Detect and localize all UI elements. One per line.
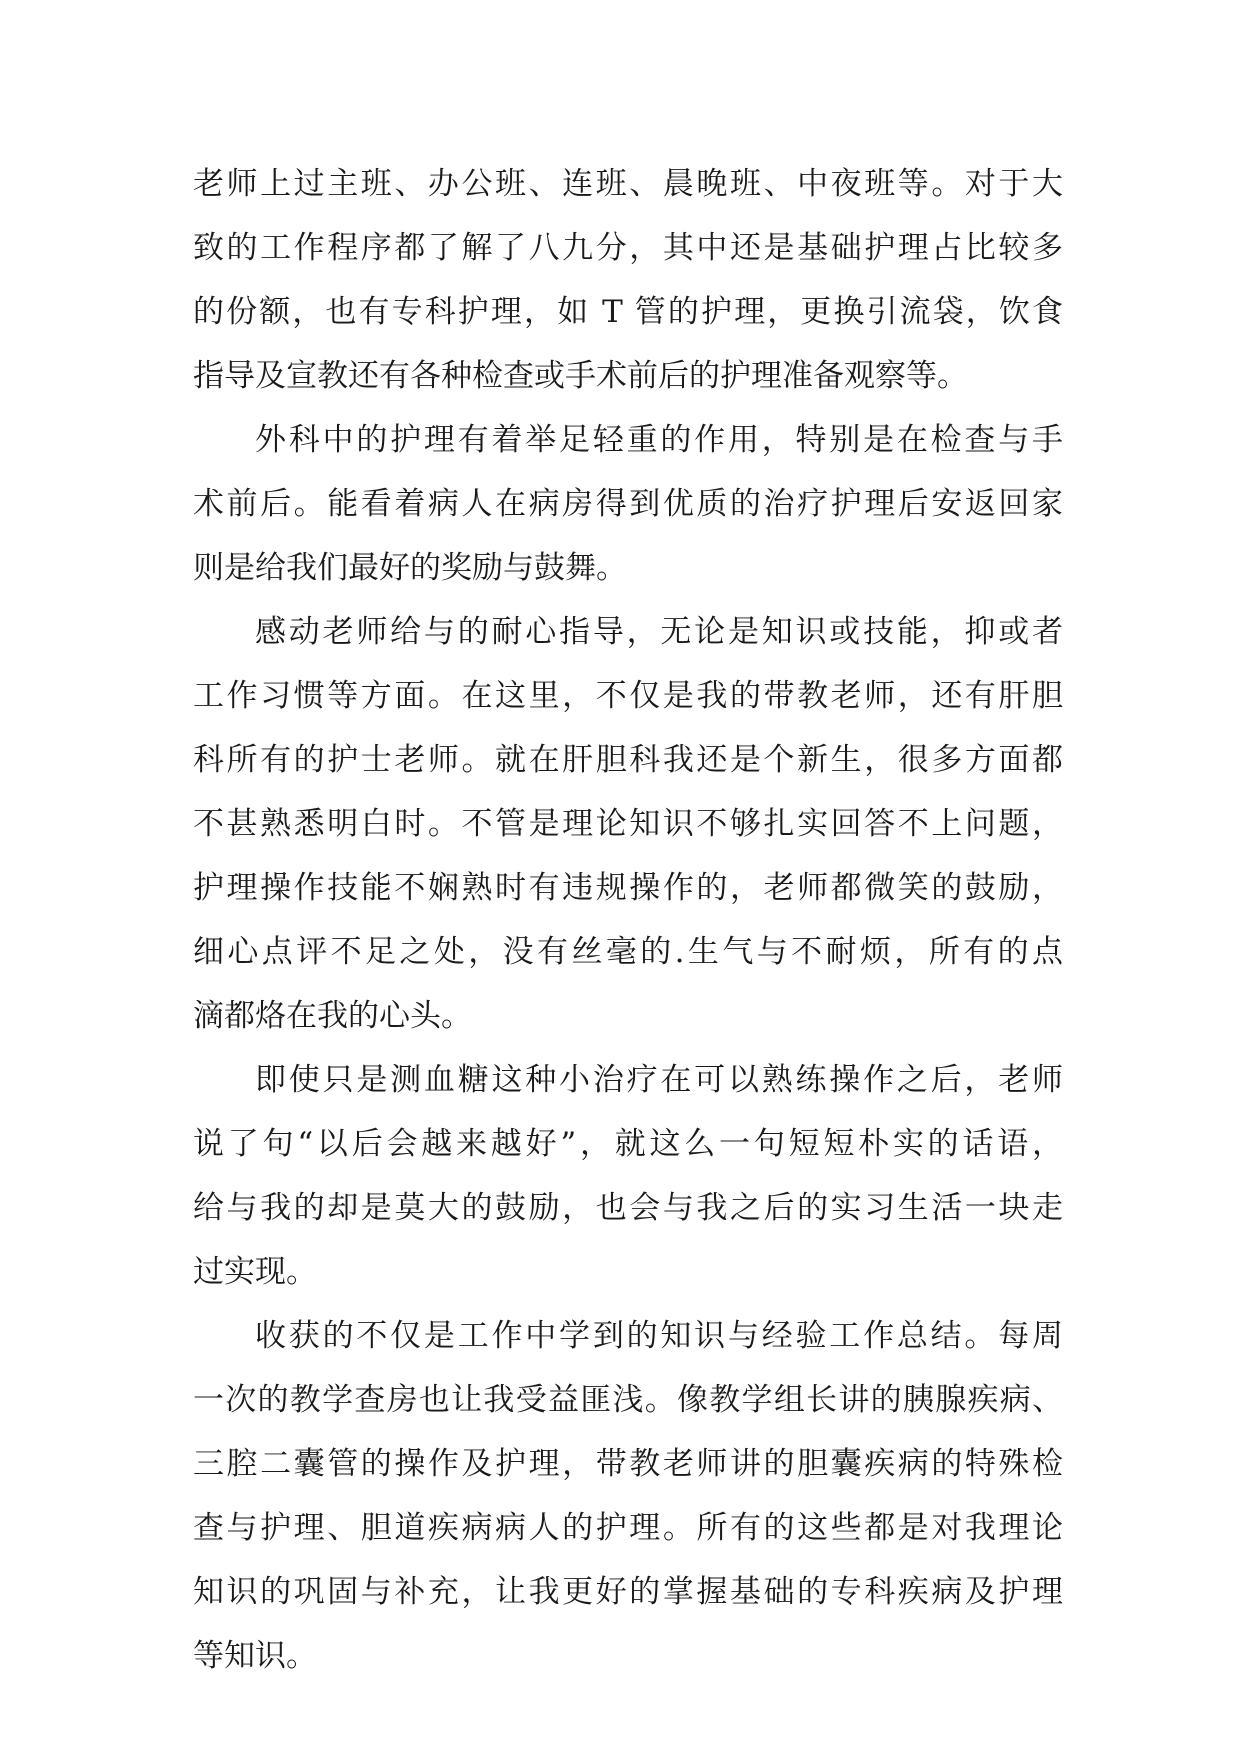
text-line: 则是给我们最好的奖励与鼓舞。 — [193, 550, 627, 586]
text-line: 收获的不仅是工作中学到的知识与经验工作总结。每周 — [255, 1318, 1063, 1354]
text-line: 不甚熟悉明白时。不管是理论知识不够扎实回答不上问题， — [193, 806, 1063, 842]
paragraph — [193, 408, 1063, 600]
document-body — [193, 152, 1063, 1688]
text-line: 一次的教学查房也让我受益匪浅。像教学组长讲的胰腺疾病、 — [193, 1382, 1063, 1418]
text-line: 致的工作程序都了解了八九分，其中还是基础护理占比较多 — [193, 230, 1063, 266]
text-line: 术前后。能看着病人在病房得到优质的治疗护理后安返回家 — [193, 486, 1063, 522]
text-line: 即使只是测血糖这种小治疗在可以熟练操作之后，老师 — [255, 1062, 1063, 1098]
text-line: 老师上过主班、办公班、连班、晨晚班、中夜班等。对于大 — [193, 166, 1063, 202]
text-line: 给与我的却是莫大的鼓励，也会与我之后的实习生活一块走 — [193, 1190, 1063, 1226]
text-line: 感动老师给与的耐心指导，无论是知识或技能，抑或者 — [255, 614, 1063, 650]
text-line: 说了句“以后会越来越好”，就这么一句短短朴实的话语， — [193, 1126, 1063, 1162]
text-line: 等知识。 — [193, 1638, 317, 1674]
paragraph — [193, 600, 1063, 1048]
text-line: 知识的巩固与补充，让我更好的掌握基础的专科疾病及护理 — [193, 1574, 1063, 1610]
text-line: 护理操作技能不娴熟时有违规操作的，老师都微笑的鼓励， — [193, 870, 1063, 906]
text-line: 的份额，也有专科护理，如 T 管的护理，更换引流袋，饮食 — [193, 294, 1063, 330]
text-line: 查与护理、胆道疾病病人的护理。所有的这些都是对我理论 — [193, 1510, 1063, 1546]
text-line: 细心点评不足之处，没有丝毫的.生气与不耐烦，所有的点 — [193, 934, 1063, 970]
text-line: 滴都烙在我的心头。 — [193, 998, 472, 1034]
text-line: 过实现。 — [193, 1254, 317, 1290]
text-line: 三腔二囊管的操作及护理，带教老师讲的胆囊疾病的特殊检 — [193, 1446, 1063, 1482]
text-line: 指导及宣教还有各种检查或手术前后的护理准备观察等。 — [193, 358, 968, 394]
text-line: 外科中的护理有着举足轻重的作用，特别是在检查与手 — [255, 422, 1063, 458]
paragraph — [193, 1048, 1063, 1304]
text-line: 工作习惯等方面。在这里，不仅是我的带教老师，还有肝胆 — [193, 678, 1063, 714]
paragraph — [193, 152, 1063, 408]
paragraph — [193, 1304, 1063, 1688]
text-line: 科所有的护士老师。就在肝胆科我还是个新生，很多方面都 — [193, 742, 1063, 778]
